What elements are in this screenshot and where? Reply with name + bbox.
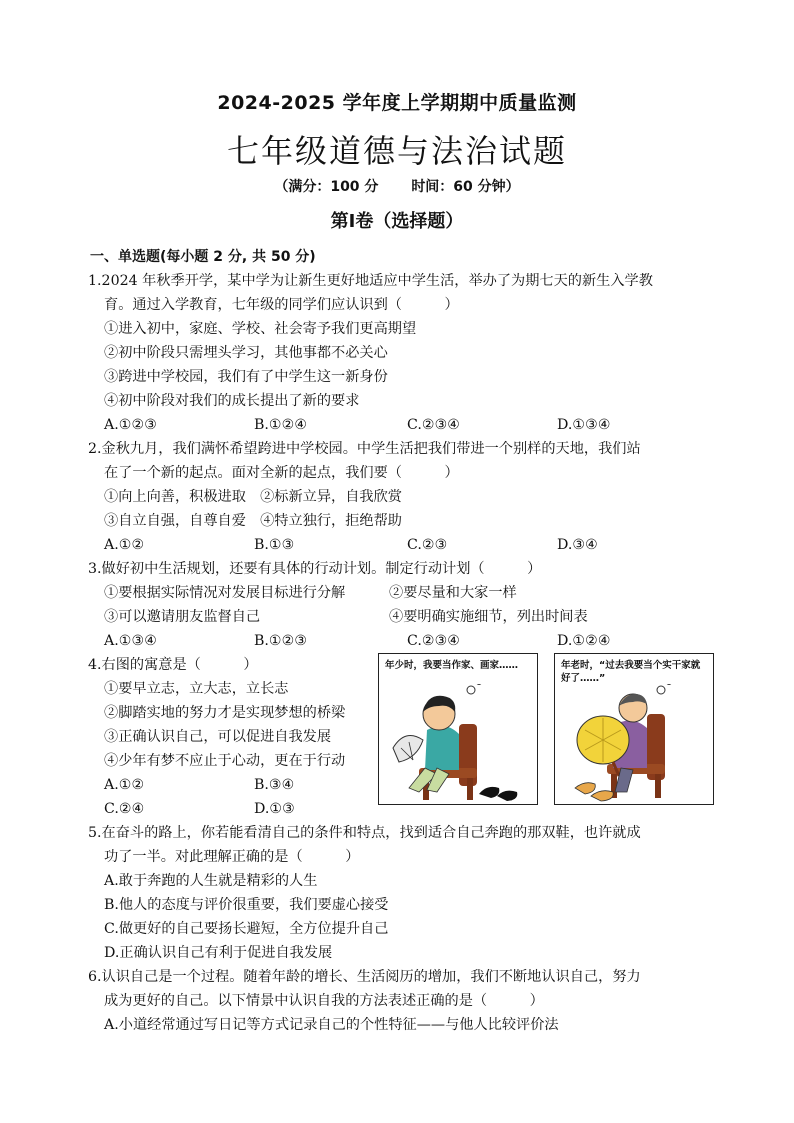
q5-stem-line1: 5.在奋斗的路上，你若能看清自己的条件和特点，找到适合自己奔跑的那双鞋，也许就成 <box>88 825 641 841</box>
q4-stem-line1: 4.右图的寓意是（ ） <box>88 657 258 673</box>
q1-option-d: D.①③④ <box>557 417 611 433</box>
q3-option-b: B.①②③ <box>254 633 308 649</box>
q1-stem-line2: 育。通过入学教育，七年级的同学们应认识到（ ） <box>104 297 459 313</box>
cartoon-panel-old <box>554 653 714 805</box>
q1-statement-3: ③跨进中学校园，我们有了中学生这一新身份 <box>104 369 388 385</box>
exam-subtitle: 2024-2025 学年度上学期期中质量监测 <box>217 92 577 114</box>
young-boy-illustration <box>379 684 537 804</box>
q4-option-c: C.②④ <box>104 801 145 817</box>
q4-statement-1: ①要早立志，立大志，立长志 <box>104 681 289 697</box>
full-score: （满分：100 分 <box>274 179 379 195</box>
q3-option-d: D.①②④ <box>557 633 611 649</box>
cartoon-caption-young: 年少时，我要当作家、画家…… <box>385 660 519 671</box>
q2-statements-3-4: ③自立自强，自尊自爱 ④特立独行，拒绝帮助 <box>104 513 402 529</box>
q1-option-c: C.②③④ <box>407 417 461 433</box>
q5-option-b: B.他人的态度与评价很重要，我们要虚心接受 <box>104 897 389 913</box>
q6-stem-line1: 6.认识自己是一个过程。随着年龄的增长、生活阅历的增加，我们不断地认识自己，努力 <box>88 969 641 985</box>
q4-statement-4: ④少年有梦不应止于心动，更在于行动 <box>104 753 346 769</box>
part-heading: 第Ⅰ卷（选择题） <box>330 211 464 232</box>
q4-statement-2: ②脚踏实地的努力才是实现梦想的桥梁 <box>104 705 346 721</box>
q4-option-a: A.①② <box>104 777 145 793</box>
section-heading: 一、单选题(每小题 2 分, 共 50 分) <box>90 249 316 265</box>
q2-option-d: D.③④ <box>557 537 598 553</box>
q2-stem-line1: 2.金秋九月，我们满怀希望跨进中学校园。中学生活把我们带进一个别样的天地，我们站 <box>88 441 641 457</box>
q3-stem-line1: 3.做好初中生活规划，还要有具体的行动计划。制定行动计划（ ） <box>88 561 542 577</box>
exam-meta <box>0 176 794 196</box>
exam-title: 七年级道德与法治试题 <box>226 132 567 170</box>
q1-option-b: B.①②④ <box>254 417 308 433</box>
q2-option-c: C.②③ <box>407 537 448 553</box>
exam-time: 时间：60 分钟） <box>411 179 520 195</box>
q1-statement-4: ④初中阶段对我们的成长提出了新的要求 <box>104 393 360 409</box>
q3-statement-3: ③可以邀请朋友监督自己 <box>104 609 261 625</box>
q3-option-c: C.②③④ <box>407 633 461 649</box>
q1-statement-1: ①进入初中，家庭、学校、社会寄予我们更高期望 <box>104 321 417 337</box>
q6-stem-line2: 成为更好的自己。以下情景中认识自我的方法表述正确的是（ ） <box>104 993 544 1009</box>
q4-statement-3: ③正确认识自己，可以促进自我发展 <box>104 729 332 745</box>
q2-statements-1-2: ①向上向善，积极进取 ②标新立异，自我欣赏 <box>104 489 402 505</box>
q3-statement-4: ④要明确实施细节，列出时间表 <box>389 609 588 625</box>
q5-option-c: C.做更好的自己要扬长避短，全方位提升自己 <box>104 921 389 937</box>
q1-option-a: A.①②③ <box>104 417 157 433</box>
q4-option-d: D.①③ <box>254 801 295 817</box>
q5-stem-line2: 功了一半。对此理解正确的是（ ） <box>104 849 360 865</box>
q2-option-b: B.①③ <box>254 537 295 553</box>
q3-statement-2: ②要尽量和大家一样 <box>389 585 517 601</box>
q3-statement-1: ①要根据实际情况对发展目标进行分解 <box>104 585 346 601</box>
q1-statement-2: ②初中阶段只需埋头学习，其他事都不必关心 <box>104 345 388 361</box>
q5-option-a: A.敢于奔跑的人生就是精彩的人生 <box>104 873 318 889</box>
q5-option-d: D.正确认识自己有利于促进自我发展 <box>104 945 333 961</box>
q1-stem-line1: 1.2024 年秋季开学，某中学为让新生更好地适应中学生活，举办了为期七天的新生入学教 <box>88 273 653 289</box>
q3-option-a: A.①③④ <box>104 633 157 649</box>
q2-stem-line2: 在了一个新的起点。面对全新的起点，我们要（ ） <box>104 465 459 481</box>
q2-option-a: A.①② <box>104 537 145 553</box>
q4-cartoon-figure <box>378 653 716 805</box>
q6-option-a: A.小道经常通过写日记等方式记录自己的个性特征——与他人比较评价法 <box>104 1017 559 1033</box>
cartoon-caption-old: 年老时，“过去我要当个实干家就好了……” <box>561 660 701 684</box>
cartoon-panel-young <box>378 653 538 805</box>
q4-option-b: B.③④ <box>254 777 295 793</box>
old-man-illustration <box>555 684 713 804</box>
